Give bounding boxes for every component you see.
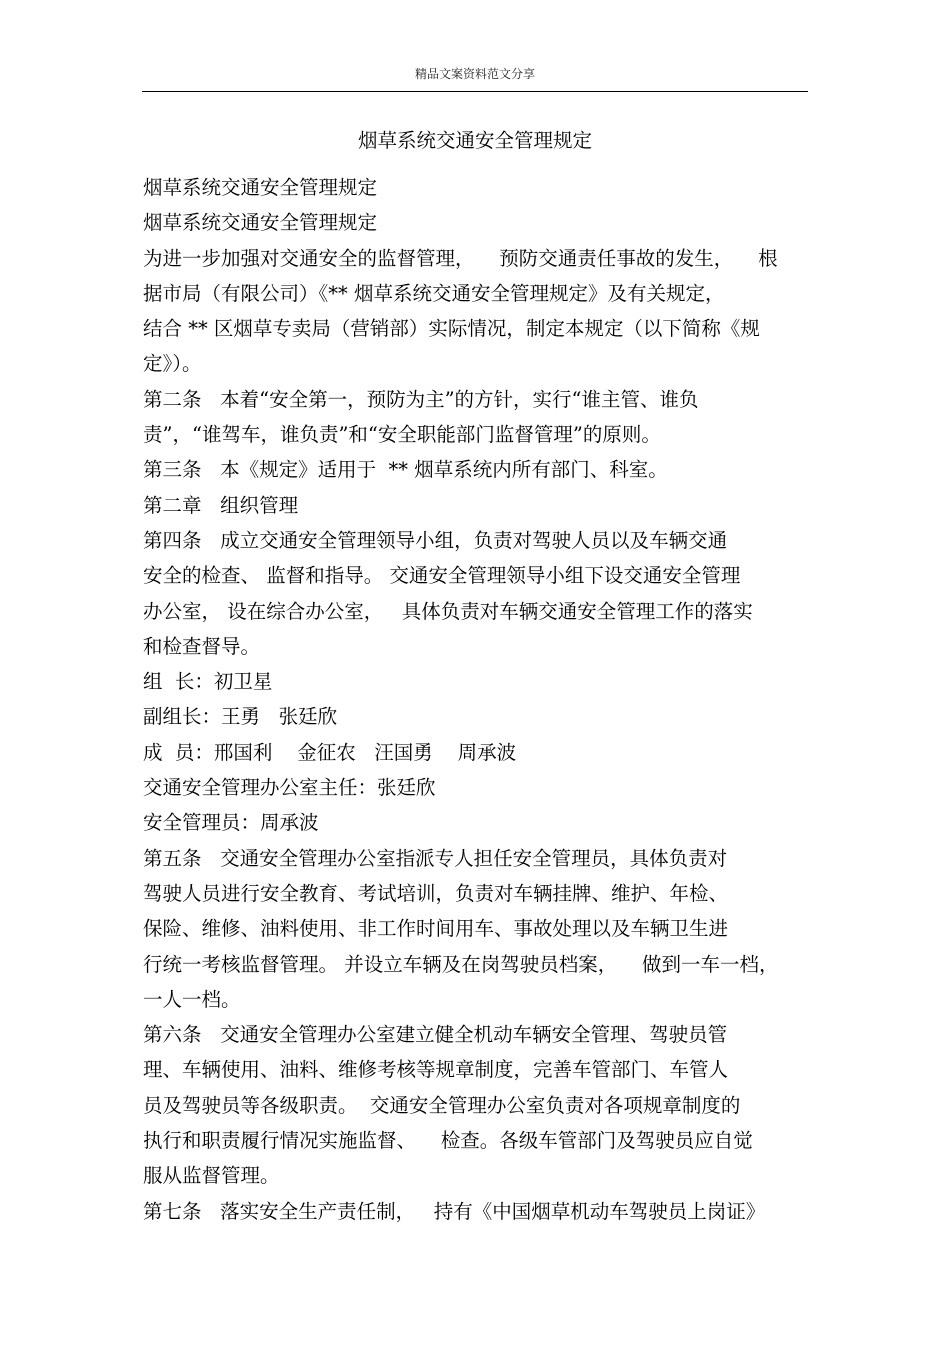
body-line: 服从监督管理。	[143, 1164, 280, 1188]
body-line: 副组长：王勇 张廷欣	[143, 705, 338, 729]
body-line: 第二章 组织管理	[143, 493, 299, 517]
body-line: 保险、维修、油料使用、非工作时间用车、事故处理以及车辆卫生进	[143, 917, 729, 941]
body-line: 第四条 成立交通安全管理领导小组，负责对驾驶人员以及车辆交通	[143, 528, 728, 552]
body-line: 成 员：邢国利 金征农 汪国勇 周承波	[143, 740, 517, 764]
body-line: 理、车辆使用、油料、维修考核等规章制度，完善车管部门、车管人	[143, 1058, 729, 1082]
body-line: 一人一档。	[143, 987, 241, 1011]
body-line: 责”，“谁驾车，谁负责”和“安全职能部门监督管理”的原则。	[143, 423, 661, 447]
body-line: 第三条 本《规定》适用于 ** 烟草系统内所有部门、科室。	[143, 458, 668, 482]
header-divider	[142, 91, 808, 92]
body-line: 结合 ** 区烟草专卖局（营销部）实际情况，制定本规定（以下简称《规	[143, 317, 760, 341]
body-line: 安全管理员：周承波	[143, 811, 319, 835]
body-line: 执行和职责履行情况实施监督、 检查。各级车管部门及驾驶员应自觉	[143, 1129, 753, 1153]
body-line: 员及驾驶员等各级职责。 交通安全管理办公室负责对各项规章制度的	[143, 1093, 741, 1117]
body-line: 定》）。	[143, 352, 202, 376]
document-body	[143, 170, 815, 1229]
body-line: 据市局（有限公司）《** 烟草系统交通安全管理规定》及有关规定，	[143, 281, 725, 305]
body-line: 第七条 落实安全生产责任制， 持有《中国烟草机动车驾驶员上岗证》	[143, 1199, 766, 1223]
body-line: 交通安全管理办公室主任：张廷欣	[143, 776, 436, 800]
body-line: 烟草系统交通安全管理规定	[143, 211, 378, 235]
body-line: 驾驶人员进行安全教育、考试培训，负责对车辆挂牌、维护、年检、	[143, 881, 729, 905]
body-line: 安全的检查、 监督和指导。 交通安全管理领导小组下设交通安全管理	[143, 564, 741, 588]
body-line: 第六条 交通安全管理办公室建立健全机动车辆安全管理、驾驶员管	[143, 1023, 728, 1047]
body-line: 行统一考核监督管理。 并设立车辆及在岗驾驶员档案， 做到一车一档，	[143, 952, 779, 976]
body-line: 烟草系统交通安全管理规定	[143, 176, 378, 199]
body-line: 办公室， 设在综合办公室， 具体负责对车辆交通安全管理工作的落实	[143, 599, 753, 623]
body-line: 第五条 交通安全管理办公室指派专人担任安全管理员，具体负责对	[143, 846, 728, 870]
body-line: 为进一步加强对交通安全的监督管理， 预防交通责任事故的发生， 根	[143, 246, 778, 270]
document-title: 烟草系统交通安全管理规定	[357, 129, 592, 152]
body-line: 组 长：初卫星	[143, 670, 273, 694]
body-line: 第二条 本着“安全第一，预防为主”的方针，实行“谁主管、谁负	[143, 387, 699, 411]
page-header-label: 精品文案资料范文分享	[414, 67, 535, 81]
body-line: 和检查督导。	[143, 634, 261, 658]
